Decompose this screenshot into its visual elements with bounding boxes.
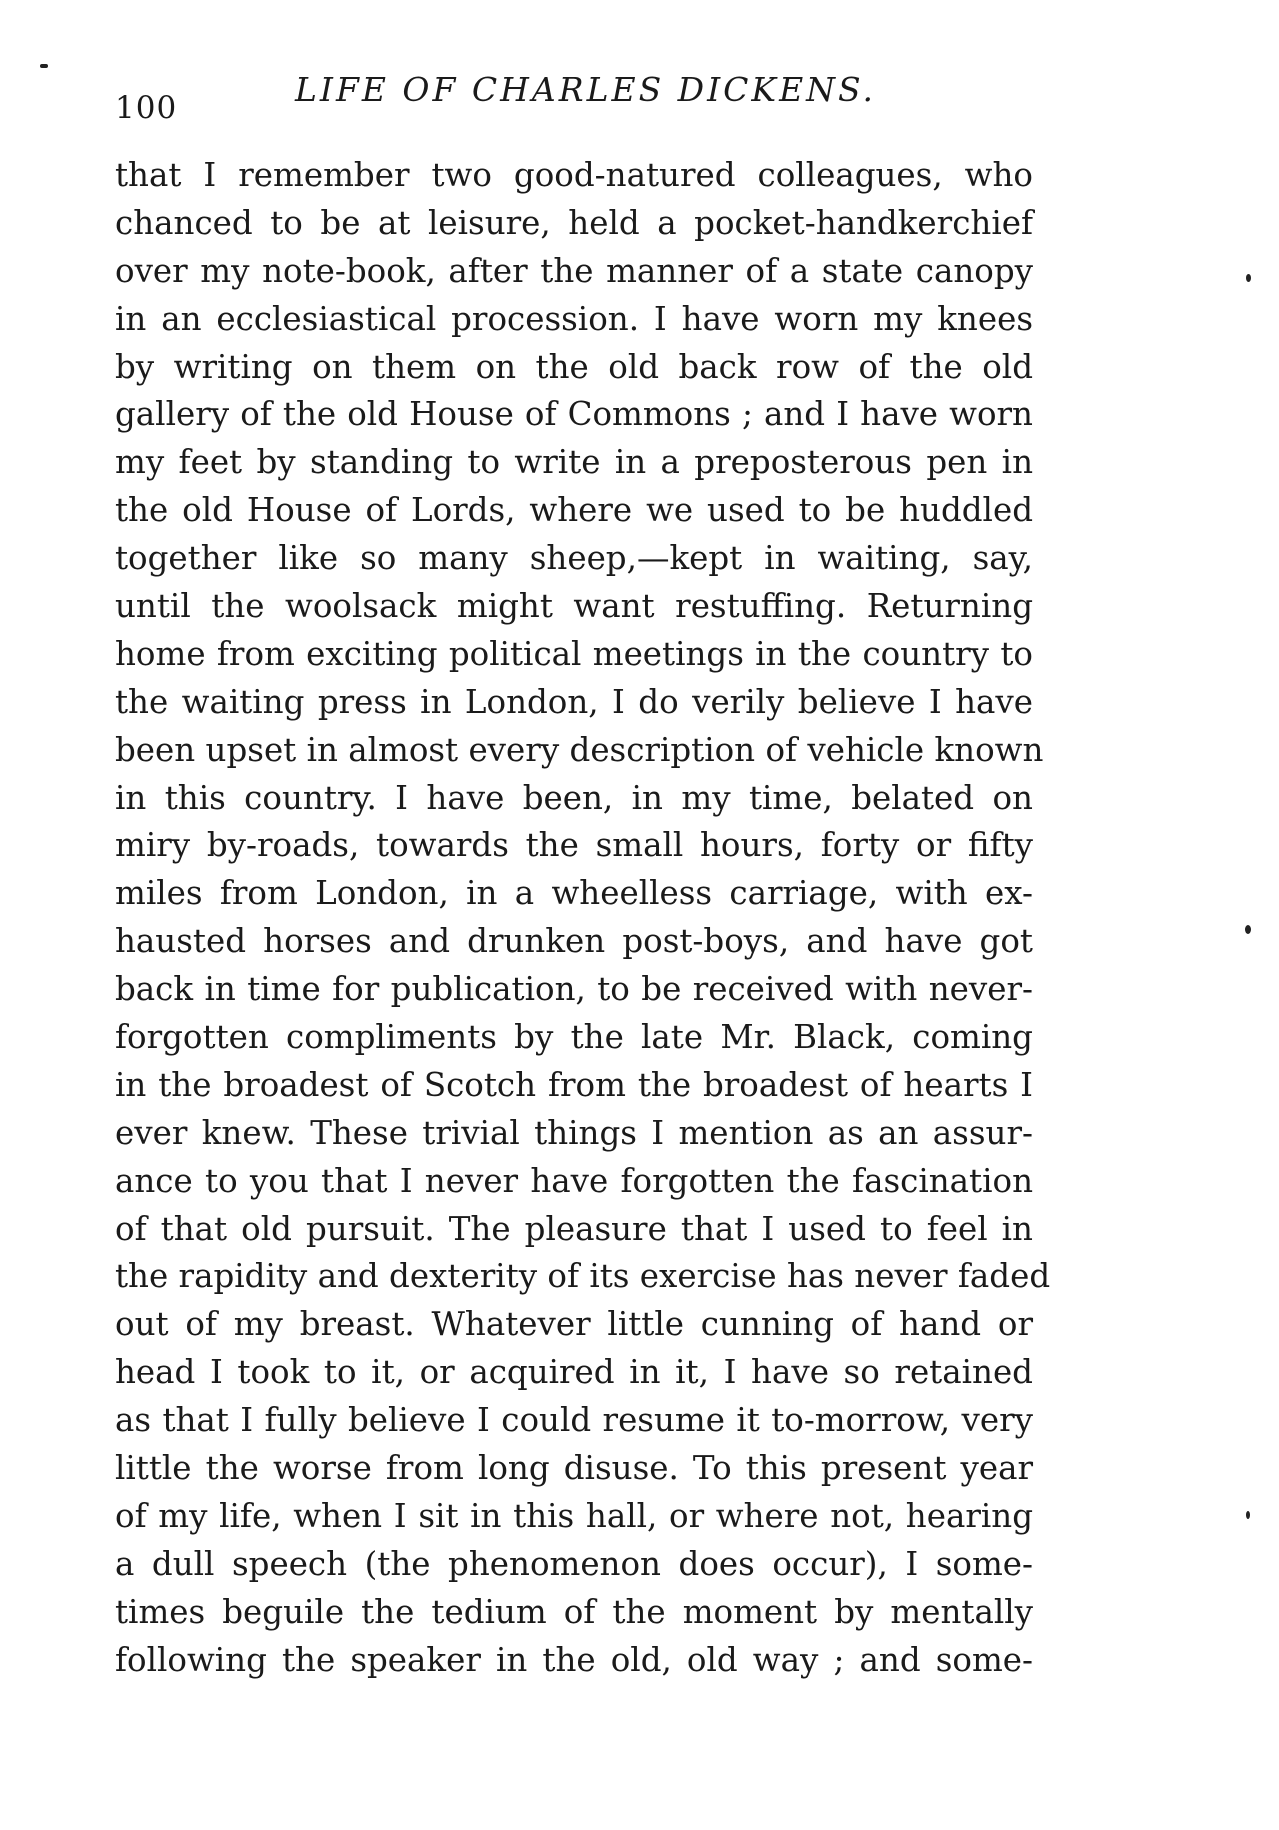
text-line: head I took to it, or acquired in it, I have so retained xyxy=(115,1353,1033,1392)
text-line: by writing on them on the old back row of the old xyxy=(115,347,1033,386)
text-line: as that I fully believe I could resume it to-morrow, very xyxy=(115,1401,1033,1440)
body-text xyxy=(115,152,1051,1685)
text-line: hausted horses and drunken post-boys, and have got xyxy=(115,922,1033,961)
page-header xyxy=(115,70,1035,130)
print-speck xyxy=(40,64,48,68)
print-speck xyxy=(1246,274,1251,282)
print-speck xyxy=(1245,925,1251,934)
text-line: in this country. I have been, in my time, belated on xyxy=(115,778,1033,817)
text-line: miles from London, in a wheelless carriage, with ex- xyxy=(115,874,1033,913)
text-line: the old House of Lords, where we used to be huddled xyxy=(115,491,1033,530)
text-line: gallery of the old House of Commons ; and I have worn xyxy=(115,395,1033,434)
text-line: the rapidity and dexterity of its exercise has never faded xyxy=(115,1257,1051,1296)
text-line: times beguile the tedium of the moment by mentally xyxy=(115,1592,1033,1631)
text-line: out of my breast. Whatever little cunning of hand or xyxy=(115,1305,1033,1344)
page-number: 100 xyxy=(115,90,178,126)
text-line: miry by-roads, towards the small hours, forty or fifty xyxy=(115,826,1033,865)
text-line: back in time for publication, to be received with never- xyxy=(115,970,1033,1009)
text-line: been upset in almost every description of vehicle known xyxy=(115,730,1044,769)
text-line: forgotten compliments by the late Mr. Black, coming xyxy=(115,1018,1033,1057)
text-line: together like so many sheep,—kept in waiting, say, xyxy=(115,539,1033,578)
text-line: of that old pursuit. The pleasure that I used to feel in xyxy=(115,1209,1033,1248)
text-line: little the worse from long disuse. To this present year xyxy=(115,1449,1033,1488)
running-title: LIFE OF CHARLES DICKENS. xyxy=(295,70,876,109)
text-line: home from exciting political meetings in the country to xyxy=(115,634,1033,673)
text-line: a dull speech (the phenomenon does occur), I some- xyxy=(115,1544,1033,1583)
text-line: ance to you that I never have forgotten the fascination xyxy=(115,1161,1033,1200)
text-line: until the woolsack might want restuffing. Returning xyxy=(115,587,1033,626)
text-line: of my life, when I sit in this hall, or where not, hearing xyxy=(115,1496,1033,1535)
text-line: the waiting press in London, I do verily believe I have xyxy=(115,682,1033,721)
text-line: in the broadest of Scotch from the broadest of hearts I xyxy=(115,1065,1033,1104)
print-speck xyxy=(1246,1511,1250,1519)
text-line: chanced to be at leisure, held a pocket-handkerchief xyxy=(115,203,1033,242)
text-line: ever knew. These trivial things I mention as an assur- xyxy=(115,1113,1033,1152)
text-line: in an ecclesiastical procession. I have worn my knees xyxy=(115,299,1033,338)
text-line: over my note-book, after the manner of a state canopy xyxy=(115,251,1033,290)
text-line: following the speaker in the old, old way ; and some- xyxy=(115,1640,1033,1679)
text-line: my feet by standing to write in a preposterous pen in xyxy=(115,443,1033,482)
text-line: that I remember two good-natured colleagues, who xyxy=(115,156,1033,194)
